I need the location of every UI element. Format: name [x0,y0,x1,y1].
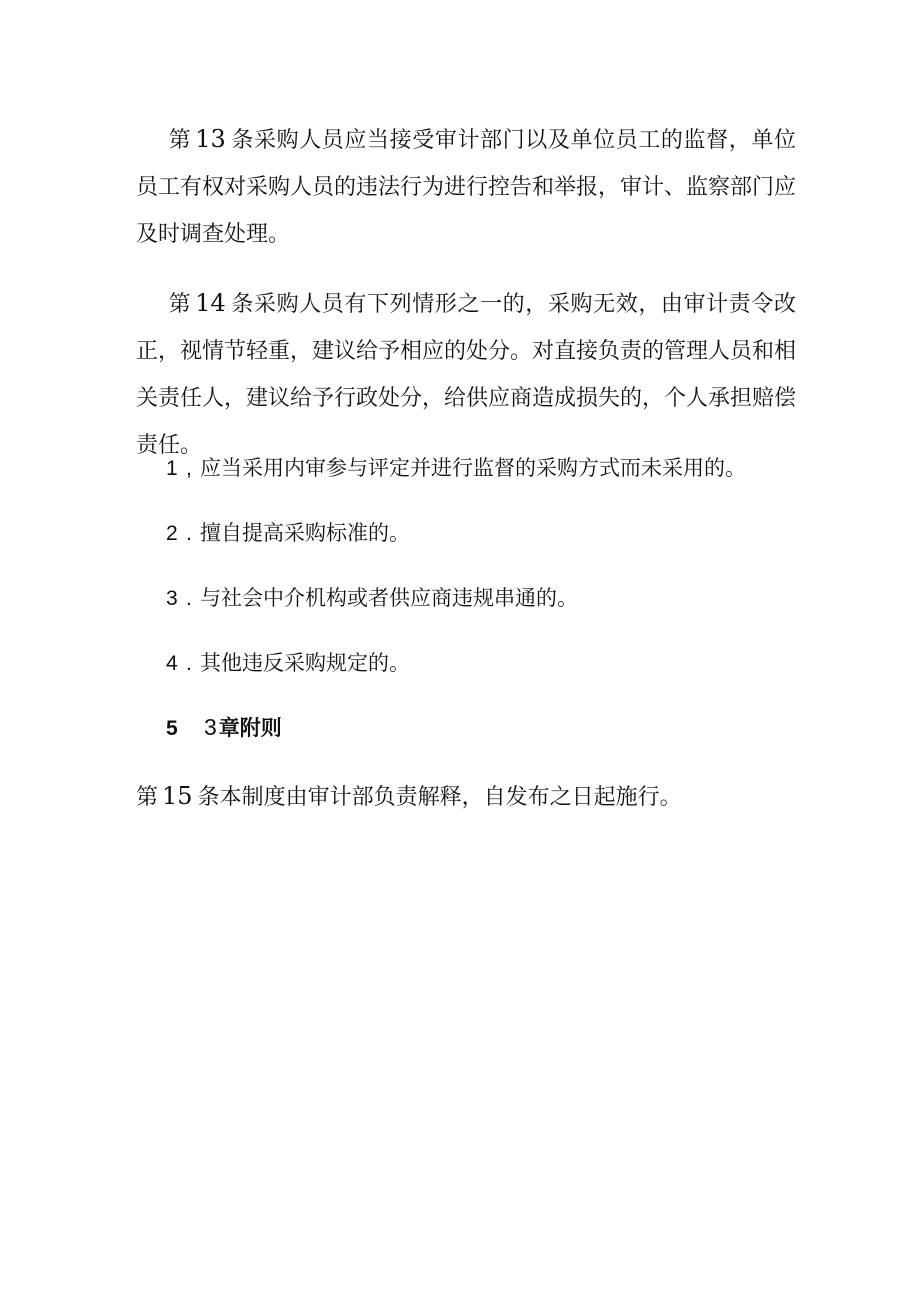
list-item-separator: . [186,652,192,675]
list-item-text: 其他违反采购规定的。 [200,651,410,675]
list-item-2 [166,518,410,549]
article-13 [136,116,796,258]
list-item-text: 应当采用内审参与评定并进行监督的采购方式而未采用的。 [200,456,746,480]
article-prefix: 第 [136,785,159,810]
list-item-number: 1 [166,457,178,480]
article-number: 15 [162,782,193,810]
article-number: 13 [195,125,226,153]
list-item-4 [166,648,410,679]
article-14 [136,280,796,469]
article-text: 条采购人员有下列情形之一的，采购无效，由审计责令改正，视情节轻重，建议给予相应的处分。对直接负责的管理人员和相关责任人，建议给予行政处分，给供应商造成损失的，个人承担赔偿责任。 [136,292,797,458]
chapter-heading [166,712,282,744]
chapter-title: 章附则 [218,716,282,740]
chapter-part-a: 5 [166,717,178,740]
list-item-number: 2 [166,522,178,545]
list-item-separator: . [186,522,192,545]
list-item-text: 擅自提高采购标准的。 [200,521,410,545]
list-item-separator: , [186,457,192,480]
list-item-separator: . [186,587,192,610]
list-item-3 [166,583,578,614]
article-prefix: 第 [168,292,192,317]
list-item-text: 与社会中介机构或者供应商违规串通的。 [200,586,578,610]
article-15 [136,773,796,821]
article-number: 14 [195,289,226,317]
article-prefix: 第 [168,128,192,153]
article-text: 条采购人员应当接受审计部门以及单位员工的监督，单位员工有权对采购人员的违法行为进行控告和举报，审计、监察部门应及时调查处理。 [136,128,797,247]
list-item-1 [166,453,746,484]
list-item-number: 3 [166,587,178,610]
chapter-part-b: 3 [204,714,217,740]
article-text: 条本制度由审计部负责解释，自发布之日起施行。 [197,785,682,810]
list-item-number: 4 [166,652,178,675]
